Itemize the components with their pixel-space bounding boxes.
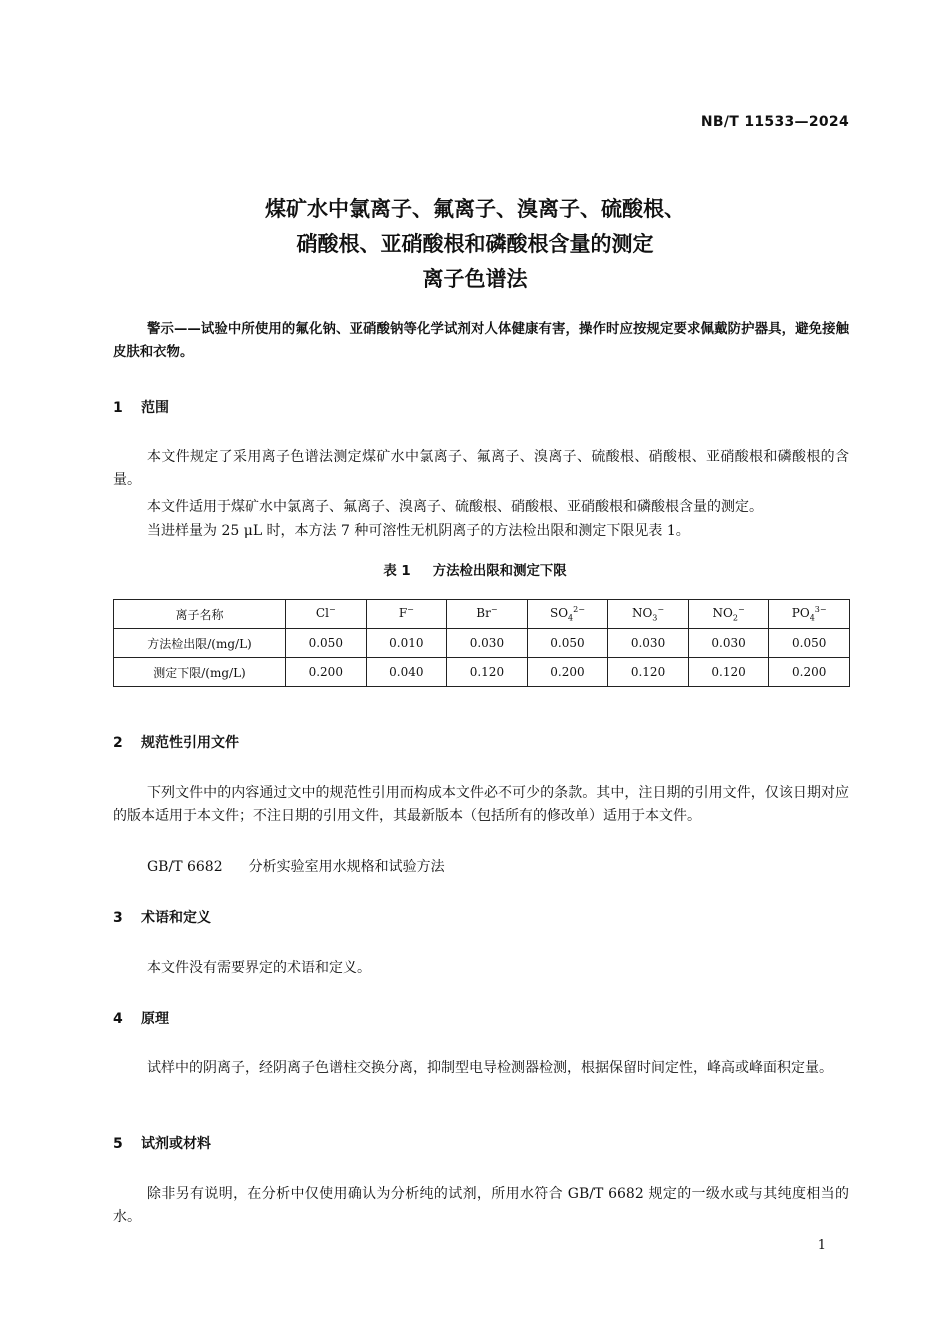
value-cell: 0.120: [447, 658, 528, 687]
reference-name: 分析实验室用水规格和试验方法: [248, 859, 445, 875]
ion-cell: F−: [366, 600, 447, 629]
value-cell: 0.010: [366, 629, 447, 658]
value-cell: 0.030: [447, 629, 528, 658]
warning-paragraph: 警示——试验中所使用的氟化钠、亚硝酸钠等化学试剂对人体健康有害，操作时应按规定要求佩戴防护器具，避免接触皮肤和衣物。: [113, 322, 849, 360]
title-line-1: 煤矿水中氯离子、氟离子、溴离子、硫酸根、: [265, 197, 685, 221]
section-title: 规范性引用文件: [141, 735, 239, 751]
page-number: 1: [817, 1238, 826, 1253]
section-number: 5: [113, 1136, 123, 1152]
section-title: 试剂或材料: [141, 1136, 211, 1152]
value-cell: 0.040: [366, 658, 447, 687]
section-3-heading: [113, 908, 211, 928]
value-cell: 0.050: [769, 629, 850, 658]
row-label: 方法检出限/(mg/L): [114, 629, 286, 658]
ion-cell: $NO_3^-$: [608, 600, 689, 629]
value-cell: 0.200: [286, 658, 367, 687]
section-4-heading: [113, 1009, 169, 1029]
section-1-paragraph-2: 本文件适用于煤矿水中氯离子、氟离子、溴离子、硫酸根、硝酸根、亚硝酸根和磷酸根含量的测定。: [147, 499, 763, 515]
row-label: 测定下限/(mg/L): [114, 658, 286, 687]
standard-number: NB/T 11533—2024: [700, 114, 849, 130]
document-title: [0, 192, 950, 297]
value-cell: 0.050: [527, 629, 608, 658]
ion-cell: $PO_4^{3-}$: [769, 600, 850, 629]
section-title: 范围: [141, 400, 169, 416]
table-row: [114, 629, 850, 658]
value-cell: 0.200: [527, 658, 608, 687]
section-1-paragraph-1: 本文件规定了采用离子色谱法测定煤矿水中氯离子、氟离子、溴离子、硫酸根、硝酸根、亚硝酸根和磷酸根的含量。: [113, 449, 849, 488]
table-header-row: [114, 600, 850, 629]
section-2-paragraph-1: 下列文件中的内容通过文中的规范性引用而构成本文件必不可少的条款。其中，注日期的引用文件，仅该日期对应的版本适用于本文件；不注日期的引用文件，其最新版本（包括所有的修改单）适用于本文件。: [113, 785, 849, 824]
section-3-paragraph-1: 本文件没有需要界定的术语和定义。: [147, 960, 371, 976]
section-1-heading: [113, 398, 169, 418]
section-2-heading: [113, 733, 239, 753]
section-5-paragraph-1: 除非另有说明，在分析中仅使用确认为分析纯的试剂，所用水符合 GB/T 6682 规定的一级水或与其纯度相当的水。: [113, 1186, 849, 1225]
ion-cell: $NO_2^-$: [688, 600, 769, 629]
section-number: 3: [113, 910, 123, 926]
value-cell: 0.030: [688, 629, 769, 658]
ion-cell: Cl−: [286, 600, 367, 629]
section-4-paragraph-1: 试样中的阴离子，经阴离子色谱柱交换分离，抑制型电导检测器检测，根据保留时间定性，峰高或峰面积定量。: [147, 1060, 833, 1076]
value-cell: 0.050: [286, 629, 367, 658]
value-cell: 0.030: [608, 629, 689, 658]
section-1-paragraph-3: 当进样量为 25 μL 时，本方法 7 种可溶性无机阴离子的方法检出限和测定下限见表 1。: [147, 523, 690, 539]
section-number: 2: [113, 735, 123, 751]
ion-cell: $SO_4^{2-}$: [527, 600, 608, 629]
title-line-2: 硝酸根、亚硝酸根和磷酸根含量的测定: [296, 232, 654, 256]
table-title: 方法检出限和测定下限: [432, 564, 567, 579]
section-number: 4: [113, 1011, 123, 1027]
table-row: [114, 658, 850, 687]
table-header-label: 离子名称: [114, 600, 286, 629]
section-title: 术语和定义: [141, 910, 211, 926]
table-label: 表 1: [383, 564, 411, 579]
reference-code: GB/T 6682: [147, 859, 223, 875]
value-cell: 0.120: [688, 658, 769, 687]
section-number: 1: [113, 400, 123, 416]
value-cell: 0.120: [608, 658, 689, 687]
ion-cell: Br−: [447, 600, 528, 629]
value-cell: 0.200: [769, 658, 850, 687]
section-title: 原理: [141, 1011, 169, 1027]
normative-reference: [147, 857, 445, 877]
section-5-heading: [113, 1134, 211, 1154]
title-line-3: 离子色谱法: [422, 267, 528, 291]
detection-limit-table: [113, 599, 850, 687]
table-caption: [0, 560, 950, 579]
